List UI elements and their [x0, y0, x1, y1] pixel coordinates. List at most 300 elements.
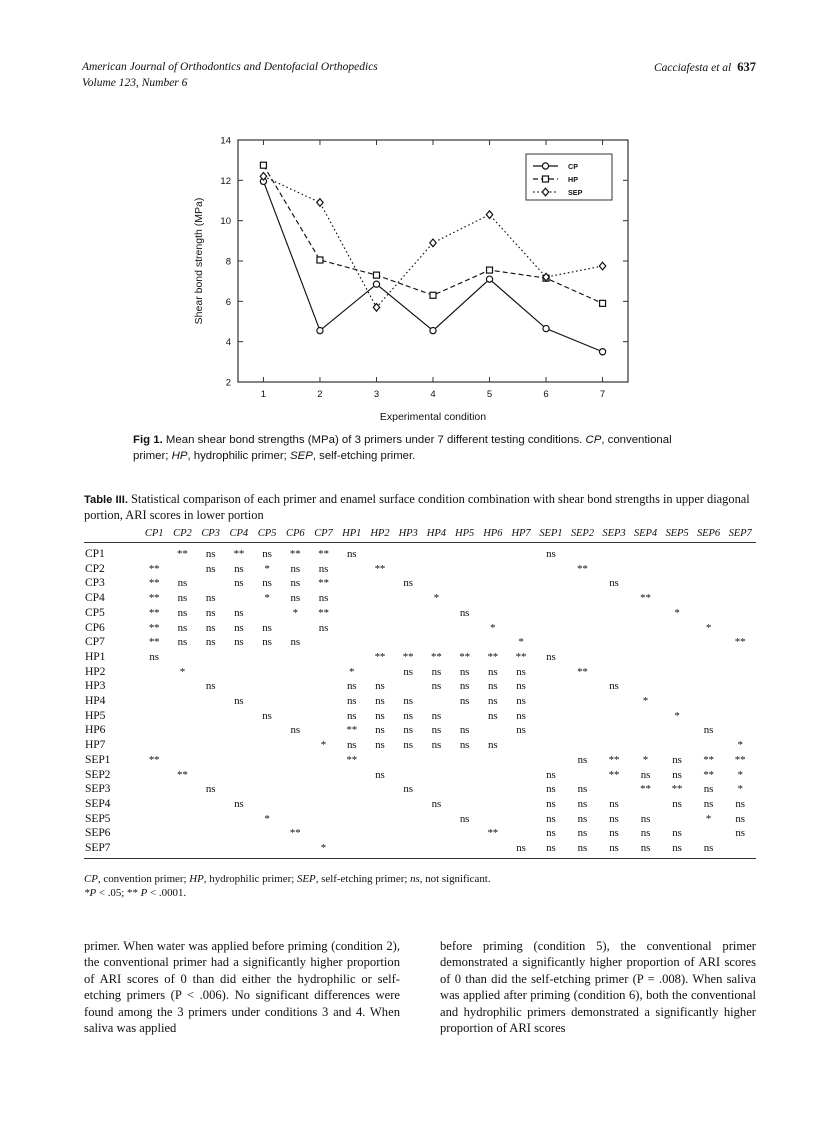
x-tick-label-2: 2	[317, 389, 323, 400]
table-cell	[479, 576, 507, 591]
table-cell: ns	[577, 827, 588, 840]
table-cell	[598, 562, 630, 577]
table-cell	[598, 635, 630, 650]
data-point-circle	[317, 327, 323, 333]
table-cell	[366, 841, 394, 856]
table-cell	[253, 723, 281, 738]
running-head	[82, 60, 756, 91]
table-cell: **	[148, 592, 160, 605]
table-cell: ns	[205, 783, 216, 796]
table-cell	[394, 679, 422, 694]
table-column-header-cp2: CP2	[173, 528, 192, 539]
table-row-header-hp3: HP3	[85, 679, 106, 693]
statistical-comparison-table	[84, 528, 756, 856]
table-cell	[253, 738, 281, 753]
table-cell	[693, 591, 725, 606]
table-cell	[479, 753, 507, 768]
table-cell	[567, 709, 599, 724]
footnote-text-5: < .05; **	[96, 887, 141, 900]
table-cell	[338, 826, 366, 841]
table-cell: *	[642, 753, 649, 766]
table-cell	[567, 679, 599, 694]
table-row-header-cp1: CP1	[85, 547, 105, 560]
table-row-header-cp2: CP2	[85, 561, 105, 575]
table-cell	[693, 694, 725, 709]
table-cell	[168, 650, 196, 665]
table-cell: ns	[431, 665, 442, 678]
table-cell: ns	[375, 768, 385, 781]
table-cell	[197, 665, 225, 680]
table-row-header-hp1: HP1	[85, 649, 106, 663]
table-cell	[630, 543, 662, 562]
table-cell: **	[289, 548, 301, 560]
table-cell: ns	[703, 797, 714, 810]
table-cell	[281, 768, 309, 783]
table-cell	[507, 606, 535, 621]
table-cell	[168, 841, 196, 856]
table-cell	[140, 723, 168, 738]
table-cell	[366, 635, 394, 650]
data-point-square	[317, 257, 323, 263]
table-cell: ns	[375, 724, 385, 737]
table-cell: ns	[577, 842, 588, 855]
table-cell: ns	[346, 548, 357, 560]
table-cell	[661, 650, 693, 665]
table-cell	[168, 723, 196, 738]
table-cell	[281, 665, 309, 680]
table-cell	[394, 562, 422, 577]
table-cell	[450, 635, 478, 650]
table-row-header-sep2: SEP2	[85, 767, 111, 781]
table-cell	[661, 694, 693, 709]
table-cell	[309, 782, 337, 797]
table-column-header-cp6: CP6	[285, 528, 305, 539]
table-cell	[366, 543, 394, 562]
table-cell	[479, 797, 507, 812]
table-cell: ns	[346, 680, 357, 693]
table-cell: *	[518, 636, 524, 649]
series-cp	[260, 178, 605, 355]
table-row	[84, 738, 756, 753]
table-cell	[422, 826, 450, 841]
table-cell	[253, 679, 281, 694]
table-cell	[724, 665, 756, 680]
table-cell	[450, 709, 478, 724]
table-cell	[724, 679, 756, 694]
table-cell	[422, 576, 450, 591]
table-cell: **	[608, 768, 620, 781]
table-cell	[309, 812, 337, 827]
table-cell: **	[318, 577, 329, 590]
table-cell: *	[674, 606, 680, 619]
table-cell: ns	[290, 592, 300, 605]
table-row	[84, 782, 756, 797]
table-cell: **	[515, 650, 527, 663]
table-cell	[309, 826, 337, 841]
table-cell	[338, 606, 366, 621]
table-cell	[253, 606, 281, 621]
table-cell: **	[148, 621, 160, 634]
table-row-header-hp2: HP2	[85, 664, 106, 678]
volume-line	[82, 76, 756, 91]
table-row-header-hp6: HP6	[85, 723, 106, 737]
body-text	[84, 938, 756, 1036]
table-cell: ns	[262, 636, 272, 649]
table-cell	[309, 723, 337, 738]
figure-abbr-cp: CP	[585, 434, 602, 446]
table-cell: ns	[488, 680, 498, 693]
table-cell	[724, 723, 756, 738]
table-cell	[366, 576, 394, 591]
table-cell: **	[318, 606, 329, 619]
table-row	[84, 591, 756, 606]
table-cell	[422, 543, 450, 562]
table-cell: **	[431, 650, 442, 663]
table-cell	[661, 543, 693, 562]
table-cell	[140, 797, 168, 812]
figure-abbr-hp: HP	[171, 449, 188, 462]
table-cell: **	[734, 636, 746, 649]
x-tick-label-7: 7	[599, 389, 606, 400]
table-cell	[225, 768, 253, 783]
table-cell: *	[705, 621, 712, 634]
table-cell	[197, 723, 225, 738]
table-cell: ns	[290, 724, 300, 737]
table-cell: ns	[516, 680, 526, 693]
table-cell: **	[577, 562, 588, 575]
table-cell	[479, 562, 507, 577]
table-row-header-hp7: HP7	[85, 738, 106, 752]
table-row-header-cp4: CP4	[85, 591, 105, 605]
figure-caption-part4: , self-etching primer.	[312, 449, 416, 462]
table-column-header-cp7: CP7	[314, 528, 333, 539]
table-cell	[567, 621, 599, 636]
table-cell	[567, 543, 599, 562]
table-cell	[197, 650, 225, 665]
table-cell	[281, 679, 309, 694]
table-cell	[535, 709, 567, 724]
table-cell	[281, 782, 309, 797]
table-cell	[253, 768, 281, 783]
table-column-header-hp4: HP4	[426, 528, 446, 539]
table-cell	[422, 812, 450, 827]
table-cell: ns	[546, 768, 556, 781]
table-cell: ns	[577, 812, 588, 825]
table-cell	[507, 591, 535, 606]
table-cell	[366, 782, 394, 797]
body-paragraph-left: primer. When water was applied before priming (condition 2), the conventional primer had a significantly higher proportion of ARI scores of 0 than did either the hydrophilic or self-etching primers (P < .006). No significant differences were found among the 3 primers under conditions 3 and 4. When saliva was applied	[84, 939, 400, 1036]
table-cell: ns	[459, 724, 470, 737]
table-cell: *	[264, 812, 270, 825]
x-axis-label: Experimental condition	[379, 411, 487, 423]
table-row-header-hp5: HP5	[85, 708, 106, 722]
table-footnote-line-1	[84, 872, 756, 886]
table-cell: ns	[234, 695, 244, 708]
table-cell: ns	[516, 665, 526, 678]
table-cell	[630, 562, 662, 577]
table-cell: ns	[672, 827, 682, 840]
table-cell	[630, 606, 662, 621]
table-cell	[366, 665, 394, 680]
table-cell: ns	[488, 739, 498, 752]
table-cell	[450, 753, 478, 768]
table-cell: *	[349, 665, 355, 678]
table-cell	[225, 782, 253, 797]
table-cell	[366, 753, 394, 768]
table-cell: ns	[516, 724, 526, 737]
table-row	[84, 694, 756, 709]
table-cell	[394, 543, 422, 562]
table-row	[84, 562, 756, 577]
table-cell	[535, 694, 567, 709]
table-cell: ns	[205, 592, 216, 605]
data-point-circle	[486, 276, 492, 282]
table-cell	[724, 841, 756, 856]
table-cell	[630, 576, 662, 591]
table-cell: **	[703, 753, 714, 766]
table-cell: ns	[546, 783, 556, 796]
table-cell: ns	[577, 783, 588, 796]
table-cell	[535, 621, 567, 636]
table-cell: ns	[609, 797, 619, 810]
table-cell: ns	[609, 680, 619, 693]
table-row	[84, 841, 756, 856]
table-cell: ns	[346, 695, 357, 708]
table-cell	[598, 665, 630, 680]
figure-caption	[133, 433, 693, 464]
table-cell	[394, 797, 422, 812]
table-column-header-sep3: SEP3	[602, 528, 626, 539]
table-cell	[225, 650, 253, 665]
x-tick-label-1: 1	[260, 389, 267, 400]
table-cell	[281, 753, 309, 768]
table-column-header-cp3: CP3	[201, 528, 220, 539]
table-cell: ns	[205, 621, 216, 634]
table-cell	[253, 797, 281, 812]
table-cell: ns	[290, 562, 300, 575]
table-cell: ns	[459, 680, 470, 693]
table-cell	[394, 768, 422, 783]
table-cell	[724, 694, 756, 709]
table-cell: ns	[318, 592, 329, 605]
table-cell	[479, 723, 507, 738]
table-column-header-sep4: SEP4	[633, 528, 658, 539]
table-cell: **	[608, 753, 620, 766]
table-cell: ns	[205, 606, 216, 619]
table-cell	[724, 709, 756, 724]
table-cell	[281, 694, 309, 709]
table-cell: ns	[177, 606, 188, 619]
table-cell	[140, 679, 168, 694]
table-cell	[567, 576, 599, 591]
table-cell	[338, 841, 366, 856]
table-cell: *	[705, 812, 712, 825]
table-cell	[535, 753, 567, 768]
data-point-diamond	[599, 262, 605, 270]
table-cell	[197, 753, 225, 768]
table-cell: ns	[640, 827, 651, 840]
table-cell: ns	[177, 592, 188, 605]
table-cell	[598, 621, 630, 636]
table-cell	[394, 621, 422, 636]
table-row	[84, 543, 756, 562]
table-cell	[394, 753, 422, 768]
table-cell: **	[177, 548, 188, 560]
chart-legend	[526, 154, 612, 200]
table-cell	[567, 723, 599, 738]
table-cell: ns	[577, 797, 588, 810]
table-column-header-cp4: CP4	[229, 528, 249, 539]
table-cell: ns	[431, 724, 442, 737]
table-column-header-hp3: HP3	[398, 528, 418, 539]
table-cell: ns	[262, 548, 272, 560]
table-cell	[281, 812, 309, 827]
table-cell	[507, 768, 535, 783]
table-cell	[598, 606, 630, 621]
table-cell: ns	[177, 636, 188, 649]
table-cell	[535, 635, 567, 650]
table-cell: ns	[735, 797, 745, 810]
table-cell	[225, 591, 253, 606]
table-cell	[661, 635, 693, 650]
journal-title: American Journal of Orthodontics and Dentofacial Orthopedics	[82, 61, 378, 73]
table-cell: *	[264, 562, 270, 575]
table-cell	[598, 543, 630, 562]
table-cell	[225, 841, 253, 856]
table-cell	[693, 606, 725, 621]
y-tick-label-12: 12	[220, 175, 231, 187]
table-cell	[507, 738, 535, 753]
data-point-diamond	[486, 211, 492, 219]
table-cell	[140, 543, 168, 562]
table-cell: ns	[262, 577, 272, 590]
x-tick-label-4: 4	[430, 389, 436, 400]
table-cell	[661, 562, 693, 577]
table-cell	[422, 694, 450, 709]
table-cell: ns	[703, 783, 714, 796]
y-tick-label-2: 2	[225, 377, 231, 389]
table-cell	[140, 812, 168, 827]
table-cell	[366, 812, 394, 827]
data-point-square	[373, 272, 379, 278]
table-cell	[253, 841, 281, 856]
table-row	[84, 709, 756, 724]
table-cell	[535, 576, 567, 591]
series-line-cp	[263, 181, 602, 351]
table-cell	[535, 723, 567, 738]
table-cell	[197, 826, 225, 841]
legend-label-hp: HP	[568, 175, 578, 184]
table-column-header-sep5: SEP5	[665, 528, 689, 539]
table-cell: ns	[703, 724, 714, 737]
table-column-header-hp2: HP2	[370, 528, 390, 539]
table-column-header-sep2: SEP2	[570, 528, 594, 539]
table-cell: *	[490, 621, 496, 634]
table-row	[84, 753, 756, 768]
table-cell	[598, 723, 630, 738]
table-cell	[479, 768, 507, 783]
table-cell	[168, 826, 196, 841]
table-cell: ns	[516, 709, 526, 722]
table-cell: ns	[516, 695, 526, 708]
footnote-text-2: , hydrophilic primer;	[203, 873, 297, 885]
footnote-abbr-hp: HP	[189, 873, 204, 885]
table-cell	[598, 694, 630, 709]
table-cell: ns	[205, 562, 216, 575]
table-cell: ns	[431, 739, 442, 752]
table-cell: ns	[735, 812, 745, 825]
table-cell	[693, 635, 725, 650]
table-cell: **	[640, 592, 651, 605]
table-cell: **	[318, 548, 329, 560]
table-cell	[450, 768, 478, 783]
table-cell	[567, 694, 599, 709]
table-row-header-hp4: HP4	[85, 694, 106, 708]
table-cell: *	[737, 783, 743, 796]
table-cell	[724, 543, 756, 562]
table-cell: ns	[672, 753, 682, 766]
table-cell	[253, 826, 281, 841]
table-cell	[724, 591, 756, 606]
table-cell	[479, 635, 507, 650]
table-cell: ns	[459, 739, 470, 752]
table-cell: ns	[234, 797, 244, 810]
table-cell	[281, 841, 309, 856]
table-cell: ns	[205, 548, 216, 560]
table-row	[84, 826, 756, 841]
table-cell: **	[346, 724, 358, 737]
table-cell: ns	[672, 842, 682, 855]
table-cell: ns	[346, 709, 357, 722]
body-paragraph-right: before priming (condition 5), the conventional primer demonstrated a significantly higher proportion of ARI scores of 0 than did the self-etching primer (P = .008). When saliva was applied after priming (condition 6), both the conventional and hydrophilic primers demonstrated a significantly higher proportion of ARI scores	[440, 939, 756, 1036]
table-cell: ns	[640, 842, 651, 855]
table-cell	[309, 768, 337, 783]
table-cell	[598, 591, 630, 606]
table-cell	[309, 679, 337, 694]
table-cell	[168, 709, 196, 724]
table-cell	[253, 665, 281, 680]
table-cell	[338, 562, 366, 577]
table-cell: ns	[290, 636, 300, 649]
table-cell	[661, 621, 693, 636]
table-cell	[693, 576, 725, 591]
table-cell: *	[674, 709, 680, 722]
table-cell: **	[734, 753, 746, 766]
table-cell	[479, 591, 507, 606]
data-point-circle	[430, 327, 436, 333]
table-cell	[507, 826, 535, 841]
footnote-text-4: , not significant.	[419, 873, 491, 885]
table-cell: ns	[403, 739, 413, 752]
table-cell	[168, 738, 196, 753]
table-cell	[535, 679, 567, 694]
table-cell	[661, 591, 693, 606]
table-cell: ns	[149, 650, 159, 663]
table-cell	[309, 694, 337, 709]
table-cell	[309, 709, 337, 724]
table-row-header-sep1: SEP1	[85, 752, 111, 766]
table-cell	[140, 665, 168, 680]
table-cell	[507, 576, 535, 591]
table-cell: **	[233, 548, 245, 560]
table-cell	[450, 562, 478, 577]
table-cell	[140, 694, 168, 709]
table-cell	[630, 709, 662, 724]
table-cell: *	[433, 592, 440, 605]
table-cell: ns	[205, 636, 216, 649]
table-cell: ns	[609, 812, 619, 825]
footnote-p-1: *P	[84, 887, 97, 900]
